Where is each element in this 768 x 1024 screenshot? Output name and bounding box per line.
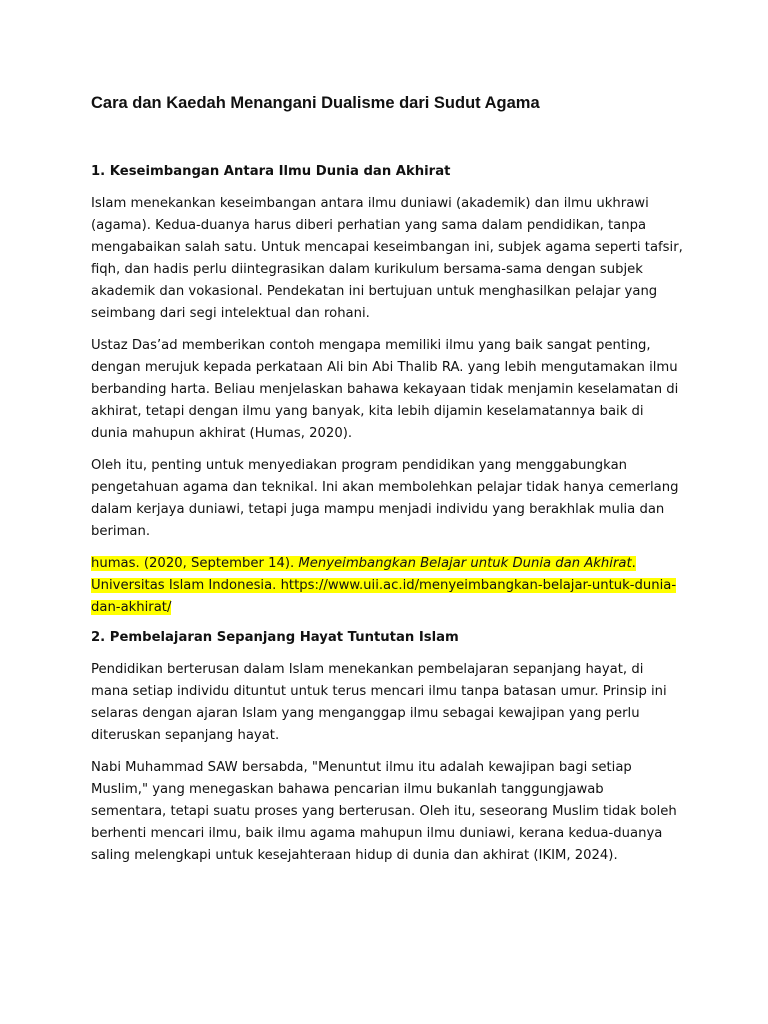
paragraph: Islam menekankan keseimbangan antara ilmu duniawi (akademik) dan ilmu ukhrawi (agama). Kedua-duanya harus diberi perhatian yang sama dalam pendidikan, tanpa mengabaikan salah satu. Untuk mencapai keseimbangan ini, subjek agama seperti tafsir, fiqh, dan hadis perlu diintegrasikan dalam kurikulum bersama-sama dengan subjek akademik dan vokasional. Pendekatan ini bertujuan untuk menghasilkan pelajar yang seimbang dari segi intelektual dan rohani. [91, 196, 683, 321]
paragraph: Oleh itu, penting untuk menyediakan program pendidikan yang menggabungkan pengetahuan agama dan teknikal. Ini akan membolehkan pelajar tidak hanya cemerlang dalam kerjaya duniawi, tetapi juga mampu menjadi individu yang berakhlak mulia dan beriman. [91, 458, 679, 539]
paragraph: Nabi Muhammad SAW bersabda, "Menuntut ilmu itu adalah kewajipan bagi setiap Muslim," yang menegaskan bahawa pencarian ilmu bukanlah tanggungjawab sementara, tetapi suatu proses yang berterusan. Oleh itu, seseorang Muslim tidak boleh berhenti mencari ilmu, baik ilmu agama mahupun ilmu duniawi, kerana kedua-duanya saling melengkapi untuk kesejahteraan hidup di dunia dan akhirat (IKIM, 2024). [91, 760, 677, 863]
paragraph: Ustaz Das’ad memberikan contoh mengapa memiliki ilmu yang baik sangat penting, dengan merujuk kepada perkataan Ali bin Abi Thalib RA. yang lebih mengutamakan ilmu berbanding harta. Beliau menjelaskan bahawa kekayaan tidak menjamin keselamatan di akhirat, tetapi dengan ilmu yang banyak, kita lebih dijamin keselamatannya baik di dunia mahupun akhirat (Humas, 2020). [91, 338, 679, 441]
section-heading-2: 2. Pembelajaran Sepanjang Hayat Tuntutan Islam [91, 630, 459, 645]
reference-title: Menyeimbangkan Belajar untuk Dunia dan Akhirat [298, 556, 632, 571]
document-page [91, 92, 683, 877]
reference-highlight [91, 556, 676, 615]
reference-suffix: . Universitas Islam Indonesia. https://www.uii.ac.id/menyeimbangkan-belajar-untuk-dunia-dan-akhirat/ [91, 556, 677, 615]
document-title: Cara dan Kaedah Menangani Dualisme dari Sudut Agama [91, 94, 540, 112]
reference-prefix: humas. (2020, September 14). [91, 556, 299, 571]
paragraph: Pendidikan berterusan dalam Islam menekankan pembelajaran sepanjang hayat, di mana setiap individu dituntut untuk terus mencari ilmu tanpa batasan umur. Prinsip ini selaras dengan ajaran Islam yang menganggap ilmu sebagai kewajipan yang perlu diteruskan sepanjang hayat. [91, 662, 667, 743]
reference-citation [91, 553, 683, 619]
section-heading-1: 1. Keseimbangan Antara Ilmu Dunia dan Akhirat [91, 164, 451, 179]
